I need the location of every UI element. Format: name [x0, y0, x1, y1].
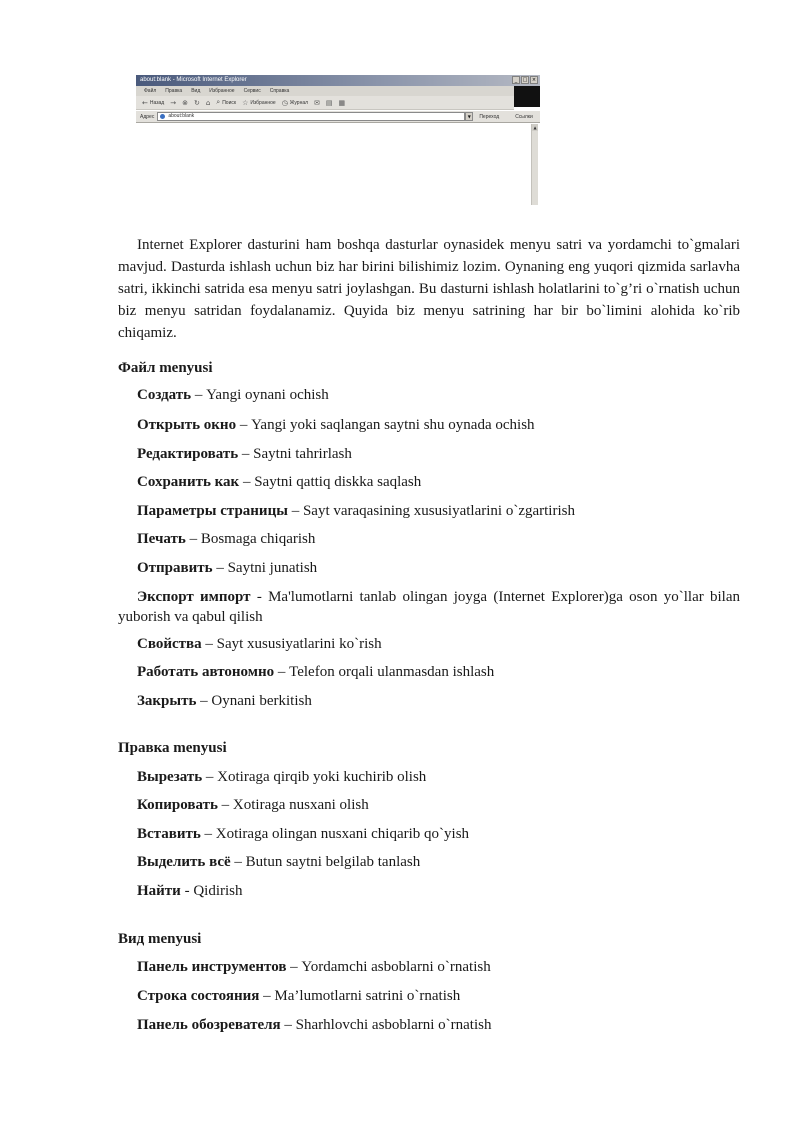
- view-item-explorer-bar: [118, 1015, 740, 1035]
- menu-help: Справка: [269, 88, 290, 94]
- item-desc: Xotiraga olingan nusxani chiqarib qo`yish: [215, 826, 470, 842]
- file-item-save-as: [118, 472, 740, 492]
- item-desc: Sayt xususiyatlarini ko`rish: [216, 636, 382, 652]
- item-term: Печать: [137, 531, 186, 547]
- item-desc: Sayt varaqasining xususiyatlarini o`zgartirish: [302, 503, 575, 519]
- item-separator: –: [236, 417, 252, 433]
- home-icon: ⌂: [205, 98, 211, 107]
- item-desc: Sharhlovchi asboblarni o`rnatish: [295, 1017, 492, 1033]
- intro-paragraph: Internet Explorer dasturini ham boshqa dasturlar oynasidek menyu satri va yordamchi to`gmalari mavjud. Dasturda ishlash uchun biz har birini bilishimiz lozim. Oynaning eng yuqori qizmida sarlavha satri, ikkinchi satrida esa menyu satri joylashgan. Bu dasturni ishlash holatlarini to`g’ri o`rnatish uchun biz menyu satridan foydalanamiz. Quyida biz menyu satrining har bir bo`limini alohida ko`rib chiqamiz.: [118, 237, 740, 341]
- close-icon: ×: [531, 77, 537, 83]
- item-separator: –: [196, 693, 212, 709]
- item-term: Выделить всё: [137, 854, 231, 870]
- item-term: Параметры страницы: [137, 503, 288, 519]
- file-item-send: [118, 558, 740, 578]
- go-button: Переход: [479, 113, 500, 120]
- browser-scrollbar: [531, 124, 538, 205]
- item-desc: Xotiraga nusxani olish: [232, 797, 369, 813]
- item-desc: Xotiraga qirqib yoki kuchirib olish: [217, 769, 427, 785]
- item-separator: –: [230, 854, 246, 870]
- search-button: ⌕ Поиск: [216, 98, 237, 106]
- menu-edit: Правка: [165, 88, 183, 94]
- item-term: Панель инструментов: [137, 959, 287, 975]
- print-icon: ▤: [325, 98, 333, 107]
- history-button: ◷ Журнал: [281, 98, 309, 107]
- item-separator: –: [200, 826, 216, 842]
- item-term: Открыть окно: [137, 417, 237, 433]
- item-separator: –: [259, 988, 275, 1004]
- edit-item-find: [118, 881, 740, 901]
- file-item-open-window: [118, 415, 740, 435]
- address-label: Адрес: [140, 113, 155, 120]
- chevron-down-icon: ▼: [465, 112, 473, 121]
- file-item-create: [118, 385, 740, 405]
- item-desc: Bosmaga chiqarish: [200, 531, 316, 547]
- minimize-icon: _: [512, 76, 520, 84]
- refresh-icon: ↻: [193, 98, 200, 107]
- maximize-icon: □: [522, 77, 528, 83]
- item-desc: Qidirish: [193, 883, 243, 899]
- item-term: Работать автономно: [137, 664, 275, 680]
- item-separator: -: [180, 883, 194, 899]
- item-term: Вырезать: [137, 769, 203, 785]
- item-separator: –: [286, 959, 302, 975]
- item-separator: –: [217, 797, 233, 813]
- file-item-export-import: [118, 587, 740, 627]
- edit-button: [339, 99, 346, 107]
- section-heading-edit: Правка menyusi: [118, 740, 227, 756]
- item-term: Свойства: [137, 636, 202, 652]
- section-heading-view: Вид menyusi: [118, 931, 202, 947]
- item-separator: –: [212, 560, 228, 576]
- stop-button: [182, 99, 188, 107]
- scroll-up-icon: ▲: [533, 125, 537, 130]
- item-separator: –: [238, 446, 254, 462]
- file-item-print: [118, 529, 740, 549]
- browser-content-area: [136, 124, 531, 205]
- edit-item-cut: [118, 767, 740, 787]
- browser-toolbar: [136, 96, 514, 110]
- item-desc: Oynani berkitish: [211, 693, 312, 709]
- browser-menu-bar: [136, 86, 540, 96]
- section-heading-file: Файл menyusi: [118, 360, 213, 376]
- item-desc: Yordamchi asboblarni o`rnatish: [301, 959, 491, 975]
- back-arrow-icon: ←: [142, 98, 148, 107]
- browser-title: about:blank - Microsoft Internet Explorer: [140, 77, 247, 83]
- back-button: ← Назад: [142, 98, 165, 107]
- forward-arrow-icon: →: [170, 98, 177, 107]
- item-separator: -: [250, 589, 269, 605]
- item-desc: Telefon orqali ulanmasdan ishlash: [289, 664, 495, 680]
- item-desc: Ma’lumotlarni satrini o`rnatish: [274, 988, 461, 1004]
- windows-logo-icon: [514, 86, 540, 107]
- item-separator: –: [201, 636, 217, 652]
- browser-address-bar: [136, 111, 540, 123]
- item-term: Закрыть: [137, 693, 197, 709]
- item-separator: –: [202, 769, 218, 785]
- mail-icon: ✉: [314, 98, 320, 107]
- menu-favorites: Избранное: [209, 88, 235, 94]
- item-term: Редактировать: [137, 446, 239, 462]
- address-field: about:blank: [157, 112, 465, 121]
- item-desc: Saytni tahrirlash: [253, 446, 352, 462]
- print-button: [326, 99, 333, 107]
- edit-item-copy: [118, 795, 740, 815]
- search-icon: ⌕: [216, 98, 221, 106]
- menu-view: Вид: [191, 88, 201, 94]
- item-term: Строка состояния: [137, 988, 260, 1004]
- item-separator: –: [280, 1017, 296, 1033]
- favorites-icon: ☆: [242, 98, 249, 107]
- stop-icon: ⊗: [182, 98, 188, 107]
- item-separator: –: [239, 474, 255, 490]
- item-desc: Yangi oynani ochish: [206, 387, 329, 403]
- links-label: Ссылки: [515, 113, 533, 120]
- favorites-button: ☆ Избранное: [242, 98, 276, 107]
- item-desc: Saytni junatish: [227, 560, 318, 576]
- item-term: Экспорт импорт: [137, 589, 251, 605]
- menu-file: Файл: [144, 88, 157, 94]
- file-item-properties: [118, 634, 740, 654]
- item-term: Панель обозревателя: [137, 1017, 281, 1033]
- history-icon: ◷: [281, 98, 288, 107]
- item-desc: Butun saytni belgilab tanlash: [245, 854, 421, 870]
- browser-title-bar: [136, 75, 540, 86]
- item-desc: Saytni qattiq diskka saqlash: [254, 474, 422, 490]
- item-term: Вставить: [137, 826, 201, 842]
- item-desc: Yangi yoki saqlangan saytni shu oynada ochish: [251, 417, 535, 433]
- item-term: Сохранить как: [137, 474, 240, 490]
- browser-screenshot: [136, 75, 540, 205]
- item-separator: –: [274, 664, 290, 680]
- item-term: Найти: [137, 883, 181, 899]
- file-item-work-offline: [118, 662, 740, 682]
- refresh-button: [194, 99, 200, 107]
- forward-button: [170, 99, 176, 107]
- home-button: [206, 99, 210, 107]
- window-controls: [512, 76, 538, 84]
- menu-tools: Сервис: [243, 88, 261, 94]
- item-term: Копировать: [137, 797, 218, 813]
- item-separator: –: [185, 531, 201, 547]
- view-item-toolbars: [118, 957, 740, 977]
- item-term: Отправить: [137, 560, 213, 576]
- view-item-status-bar: [118, 986, 740, 1006]
- edit-item-paste: [118, 824, 740, 844]
- file-item-page-setup: [118, 501, 740, 521]
- item-desc: Ma'lumotlarni tanlab olingan joyga (Internet Explorer)ga oson yo`llar bilan yuborish va qabul qilish: [118, 589, 740, 625]
- file-item-edit: [118, 444, 740, 464]
- item-term: Создать: [137, 387, 192, 403]
- file-item-close: [118, 691, 740, 711]
- mail-button: [314, 99, 320, 107]
- edit-item-select-all: [118, 852, 740, 872]
- item-separator: –: [287, 503, 303, 519]
- item-separator: –: [191, 387, 207, 403]
- edit-icon: ▦: [338, 98, 346, 107]
